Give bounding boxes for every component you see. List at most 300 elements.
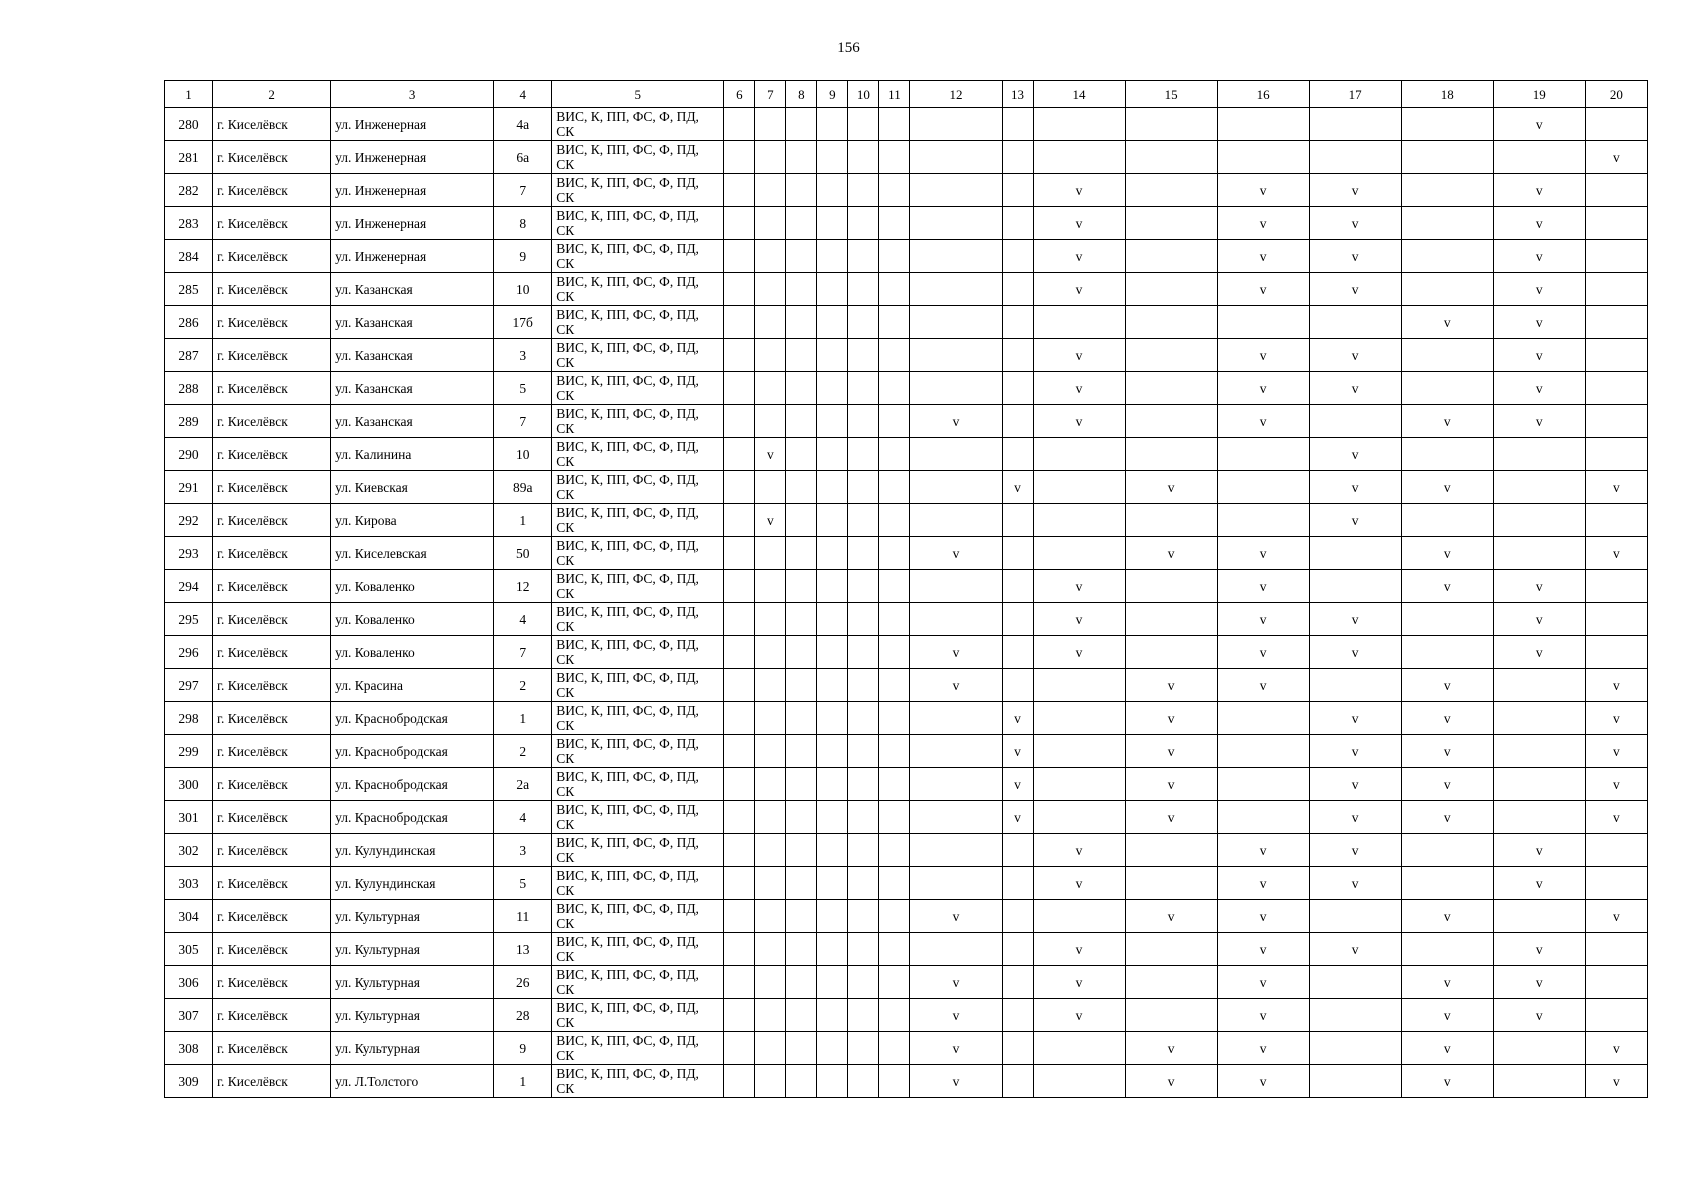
mark-cell-col-20 xyxy=(1585,933,1647,966)
mark-cell-col-14 xyxy=(1033,141,1125,174)
mark-cell-col-10 xyxy=(848,702,879,735)
mark-cell-col-15 xyxy=(1125,933,1217,966)
mark-cell-col-20 xyxy=(1585,603,1647,636)
mark-cell-col-8 xyxy=(786,966,817,999)
row-number: 284 xyxy=(165,240,213,273)
mark-cell-col-16: v xyxy=(1217,966,1309,999)
mark-cell-col-17: v xyxy=(1309,273,1401,306)
row-number: 289 xyxy=(165,405,213,438)
mark-cell-col-18 xyxy=(1401,834,1493,867)
mark-cell-col-12 xyxy=(910,867,1002,900)
mark-cell-col-7 xyxy=(755,537,786,570)
street-cell: ул. Калинина xyxy=(331,438,494,471)
mark-cell-col-11 xyxy=(879,1032,910,1065)
mark-cell-col-7 xyxy=(755,603,786,636)
mark-cell-col-14: v xyxy=(1033,603,1125,636)
mark-cell-col-19: v xyxy=(1493,999,1585,1032)
mark-cell-col-18: v xyxy=(1401,570,1493,603)
works-cell: ВИС, К, ПП, ФС, Ф, ПД, СК xyxy=(552,900,724,933)
mark-cell-col-12 xyxy=(910,240,1002,273)
mark-cell-col-15: v xyxy=(1125,1065,1217,1098)
mark-cell-col-12: v xyxy=(910,1032,1002,1065)
house-cell: 17б xyxy=(494,306,552,339)
mark-cell-col-7 xyxy=(755,867,786,900)
mark-cell-col-10 xyxy=(848,834,879,867)
mark-cell-col-16 xyxy=(1217,306,1309,339)
mark-cell-col-18: v xyxy=(1401,471,1493,504)
mark-cell-col-14: v xyxy=(1033,867,1125,900)
house-cell: 28 xyxy=(494,999,552,1032)
mark-cell-col-15: v xyxy=(1125,801,1217,834)
column-header-8: 8 xyxy=(786,81,817,108)
mark-cell-col-9 xyxy=(817,669,848,702)
mark-cell-col-16 xyxy=(1217,438,1309,471)
house-cell: 9 xyxy=(494,240,552,273)
works-cell: ВИС, К, ПП, ФС, Ф, ПД, СК xyxy=(552,108,724,141)
table-row xyxy=(165,669,1648,702)
street-cell: ул. Казанская xyxy=(331,339,494,372)
mark-cell-col-6 xyxy=(724,339,755,372)
mark-cell-col-10 xyxy=(848,471,879,504)
mark-cell-col-14 xyxy=(1033,537,1125,570)
mark-cell-col-10 xyxy=(848,240,879,273)
mark-cell-col-8 xyxy=(786,768,817,801)
mark-cell-col-11 xyxy=(879,669,910,702)
city-cell: г. Киселёвск xyxy=(213,801,331,834)
house-cell: 3 xyxy=(494,834,552,867)
mark-cell-col-13: v xyxy=(1002,702,1033,735)
mark-cell-col-10 xyxy=(848,735,879,768)
mark-cell-col-6 xyxy=(724,933,755,966)
works-cell: ВИС, К, ПП, ФС, Ф, ПД, СК xyxy=(552,438,724,471)
mark-cell-col-8 xyxy=(786,405,817,438)
city-cell: г. Киселёвск xyxy=(213,834,331,867)
mark-cell-col-20 xyxy=(1585,636,1647,669)
mark-cell-col-16: v xyxy=(1217,669,1309,702)
mark-cell-col-13 xyxy=(1002,603,1033,636)
mark-cell-col-8 xyxy=(786,372,817,405)
works-cell: ВИС, К, ПП, ФС, Ф, ПД, СК xyxy=(552,768,724,801)
row-number: 282 xyxy=(165,174,213,207)
mark-cell-col-15: v xyxy=(1125,900,1217,933)
mark-cell-col-8 xyxy=(786,636,817,669)
mark-cell-col-9 xyxy=(817,339,848,372)
mark-cell-col-14: v xyxy=(1033,339,1125,372)
mark-cell-col-13 xyxy=(1002,999,1033,1032)
mark-cell-col-12 xyxy=(910,504,1002,537)
mark-cell-col-11 xyxy=(879,999,910,1032)
row-number: 296 xyxy=(165,636,213,669)
mark-cell-col-8 xyxy=(786,504,817,537)
mark-cell-col-18: v xyxy=(1401,735,1493,768)
mark-cell-col-19: v xyxy=(1493,570,1585,603)
mark-cell-col-7 xyxy=(755,174,786,207)
works-cell: ВИС, К, ПП, ФС, Ф, ПД, СК xyxy=(552,966,724,999)
mark-cell-col-13 xyxy=(1002,405,1033,438)
mark-cell-col-12: v xyxy=(910,966,1002,999)
mark-cell-col-7 xyxy=(755,273,786,306)
mark-cell-col-6 xyxy=(724,966,755,999)
mark-cell-col-16: v xyxy=(1217,372,1309,405)
mark-cell-col-9 xyxy=(817,768,848,801)
mark-cell-col-8 xyxy=(786,141,817,174)
street-cell: ул. Культурная xyxy=(331,1032,494,1065)
city-cell: г. Киселёвск xyxy=(213,867,331,900)
city-cell: г. Киселёвск xyxy=(213,669,331,702)
mark-cell-col-15 xyxy=(1125,141,1217,174)
street-cell: ул. Коваленко xyxy=(331,603,494,636)
mark-cell-col-16: v xyxy=(1217,174,1309,207)
mark-cell-col-8 xyxy=(786,735,817,768)
mark-cell-col-7 xyxy=(755,669,786,702)
mark-cell-col-9 xyxy=(817,372,848,405)
mark-cell-col-12: v xyxy=(910,999,1002,1032)
column-header-20: 20 xyxy=(1585,81,1647,108)
street-cell: ул. Казанская xyxy=(331,306,494,339)
mark-cell-col-16: v xyxy=(1217,339,1309,372)
mark-cell-col-8 xyxy=(786,1032,817,1065)
table-row xyxy=(165,966,1648,999)
mark-cell-col-20 xyxy=(1585,273,1647,306)
city-cell: г. Киселёвск xyxy=(213,108,331,141)
street-cell: ул. Культурная xyxy=(331,966,494,999)
mark-cell-col-7 xyxy=(755,570,786,603)
mark-cell-col-12 xyxy=(910,570,1002,603)
mark-cell-col-14 xyxy=(1033,669,1125,702)
street-cell: ул. Краснобродская xyxy=(331,702,494,735)
city-cell: г. Киселёвск xyxy=(213,372,331,405)
house-cell: 1 xyxy=(494,504,552,537)
mark-cell-col-19: v xyxy=(1493,306,1585,339)
city-cell: г. Киселёвск xyxy=(213,1032,331,1065)
house-cell: 1 xyxy=(494,1065,552,1098)
street-cell: ул. Коваленко xyxy=(331,636,494,669)
city-cell: г. Киселёвск xyxy=(213,603,331,636)
mark-cell-col-16: v xyxy=(1217,636,1309,669)
table-row xyxy=(165,867,1648,900)
mark-cell-col-6 xyxy=(724,570,755,603)
mark-cell-col-9 xyxy=(817,471,848,504)
mark-cell-col-8 xyxy=(786,900,817,933)
mark-cell-col-16: v xyxy=(1217,1065,1309,1098)
works-cell: ВИС, К, ПП, ФС, Ф, ПД, СК xyxy=(552,273,724,306)
house-cell: 3 xyxy=(494,339,552,372)
mark-cell-col-9 xyxy=(817,438,848,471)
mark-cell-col-8 xyxy=(786,999,817,1032)
works-cell: ВИС, К, ПП, ФС, Ф, ПД, СК xyxy=(552,1065,724,1098)
column-header-9: 9 xyxy=(817,81,848,108)
row-number: 301 xyxy=(165,801,213,834)
mark-cell-col-18 xyxy=(1401,141,1493,174)
mark-cell-col-14: v xyxy=(1033,570,1125,603)
city-cell: г. Киселёвск xyxy=(213,537,331,570)
mark-cell-col-8 xyxy=(786,603,817,636)
mark-cell-col-14: v xyxy=(1033,174,1125,207)
mark-cell-col-18 xyxy=(1401,108,1493,141)
mark-cell-col-10 xyxy=(848,900,879,933)
mark-cell-col-17 xyxy=(1309,900,1401,933)
mark-cell-col-18: v xyxy=(1401,1065,1493,1098)
mark-cell-col-6 xyxy=(724,801,755,834)
mark-cell-col-17 xyxy=(1309,108,1401,141)
mark-cell-col-19 xyxy=(1493,669,1585,702)
mark-cell-col-14 xyxy=(1033,801,1125,834)
mark-cell-col-20: v xyxy=(1585,768,1647,801)
mark-cell-col-17: v xyxy=(1309,735,1401,768)
mark-cell-col-17 xyxy=(1309,306,1401,339)
city-cell: г. Киселёвск xyxy=(213,768,331,801)
city-cell: г. Киселёвск xyxy=(213,207,331,240)
mark-cell-col-7 xyxy=(755,636,786,669)
table-row xyxy=(165,240,1648,273)
mark-cell-col-9 xyxy=(817,900,848,933)
mark-cell-col-7 xyxy=(755,240,786,273)
mark-cell-col-18 xyxy=(1401,867,1493,900)
mark-cell-col-11 xyxy=(879,570,910,603)
works-cell: ВИС, К, ПП, ФС, Ф, ПД, СК xyxy=(552,801,724,834)
table-row xyxy=(165,768,1648,801)
mark-cell-col-8 xyxy=(786,306,817,339)
mark-cell-col-14: v xyxy=(1033,372,1125,405)
mark-cell-col-7 xyxy=(755,933,786,966)
mark-cell-col-13 xyxy=(1002,966,1033,999)
works-cell: ВИС, К, ПП, ФС, Ф, ПД, СК xyxy=(552,1032,724,1065)
street-cell: ул. Кулундинская xyxy=(331,834,494,867)
mark-cell-col-9 xyxy=(817,933,848,966)
mark-cell-col-15 xyxy=(1125,636,1217,669)
column-header-1: 1 xyxy=(165,81,213,108)
works-cell: ВИС, К, ПП, ФС, Ф, ПД, СК xyxy=(552,570,724,603)
mark-cell-col-6 xyxy=(724,108,755,141)
mark-cell-col-12 xyxy=(910,141,1002,174)
mark-cell-col-8 xyxy=(786,669,817,702)
mark-cell-col-20 xyxy=(1585,504,1647,537)
mark-cell-col-13 xyxy=(1002,900,1033,933)
mark-cell-col-12 xyxy=(910,438,1002,471)
mark-cell-col-6 xyxy=(724,669,755,702)
mark-cell-col-11 xyxy=(879,702,910,735)
header-row xyxy=(165,81,1648,108)
row-number: 294 xyxy=(165,570,213,603)
table-row xyxy=(165,504,1648,537)
mark-cell-col-17 xyxy=(1309,570,1401,603)
mark-cell-col-11 xyxy=(879,438,910,471)
house-cell: 26 xyxy=(494,966,552,999)
city-cell: г. Киселёвск xyxy=(213,306,331,339)
city-cell: г. Киселёвск xyxy=(213,702,331,735)
mark-cell-col-16: v xyxy=(1217,570,1309,603)
house-cell: 89а xyxy=(494,471,552,504)
mark-cell-col-13 xyxy=(1002,306,1033,339)
mark-cell-col-15 xyxy=(1125,966,1217,999)
mark-cell-col-11 xyxy=(879,1065,910,1098)
mark-cell-col-15 xyxy=(1125,174,1217,207)
mark-cell-col-10 xyxy=(848,504,879,537)
works-cell: ВИС, К, ПП, ФС, Ф, ПД, СК xyxy=(552,933,724,966)
mark-cell-col-20 xyxy=(1585,834,1647,867)
works-cell: ВИС, К, ПП, ФС, Ф, ПД, СК xyxy=(552,867,724,900)
mark-cell-col-13 xyxy=(1002,570,1033,603)
mark-cell-col-12 xyxy=(910,834,1002,867)
mark-cell-col-7 xyxy=(755,1032,786,1065)
street-cell: ул. Кулундинская xyxy=(331,867,494,900)
mark-cell-col-20 xyxy=(1585,240,1647,273)
city-cell: г. Киселёвск xyxy=(213,273,331,306)
table-row xyxy=(165,636,1648,669)
mark-cell-col-17: v xyxy=(1309,834,1401,867)
row-number: 281 xyxy=(165,141,213,174)
mark-cell-col-20: v xyxy=(1585,669,1647,702)
mark-cell-col-18: v xyxy=(1401,768,1493,801)
mark-cell-col-14 xyxy=(1033,702,1125,735)
column-header-11: 11 xyxy=(879,81,910,108)
mark-cell-col-17 xyxy=(1309,537,1401,570)
mark-cell-col-13 xyxy=(1002,108,1033,141)
mark-cell-col-12 xyxy=(910,603,1002,636)
mark-cell-col-8 xyxy=(786,471,817,504)
row-number: 307 xyxy=(165,999,213,1032)
mark-cell-col-8 xyxy=(786,1065,817,1098)
mark-cell-col-19: v xyxy=(1493,174,1585,207)
city-cell: г. Киселёвск xyxy=(213,405,331,438)
mark-cell-col-7 xyxy=(755,372,786,405)
mark-cell-col-15: v xyxy=(1125,735,1217,768)
mark-cell-col-17: v xyxy=(1309,438,1401,471)
row-number: 286 xyxy=(165,306,213,339)
mark-cell-col-12: v xyxy=(910,636,1002,669)
mark-cell-col-16: v xyxy=(1217,1032,1309,1065)
mark-cell-col-16: v xyxy=(1217,603,1309,636)
mark-cell-col-11 xyxy=(879,867,910,900)
mark-cell-col-10 xyxy=(848,207,879,240)
mark-cell-col-12: v xyxy=(910,900,1002,933)
table-row xyxy=(165,438,1648,471)
mark-cell-col-10 xyxy=(848,570,879,603)
mark-cell-col-19 xyxy=(1493,1032,1585,1065)
mark-cell-col-14: v xyxy=(1033,933,1125,966)
mark-cell-col-12 xyxy=(910,306,1002,339)
mark-cell-col-20 xyxy=(1585,867,1647,900)
mark-cell-col-16 xyxy=(1217,108,1309,141)
house-cell: 2а xyxy=(494,768,552,801)
mark-cell-col-15: v xyxy=(1125,768,1217,801)
mark-cell-col-19 xyxy=(1493,141,1585,174)
house-cell: 1 xyxy=(494,702,552,735)
mark-cell-col-9 xyxy=(817,603,848,636)
mark-cell-col-17: v xyxy=(1309,768,1401,801)
street-cell: ул. Культурная xyxy=(331,900,494,933)
mark-cell-col-6 xyxy=(724,504,755,537)
mark-cell-col-11 xyxy=(879,273,910,306)
city-cell: г. Киселёвск xyxy=(213,141,331,174)
mark-cell-col-7 xyxy=(755,471,786,504)
mark-cell-col-16: v xyxy=(1217,834,1309,867)
mark-cell-col-12 xyxy=(910,207,1002,240)
mark-cell-col-14: v xyxy=(1033,273,1125,306)
mark-cell-col-10 xyxy=(848,405,879,438)
mark-cell-col-18: v xyxy=(1401,306,1493,339)
mark-cell-col-19: v xyxy=(1493,834,1585,867)
mark-cell-col-20 xyxy=(1585,306,1647,339)
mark-cell-col-20 xyxy=(1585,999,1647,1032)
column-header-16: 16 xyxy=(1217,81,1309,108)
mark-cell-col-19: v xyxy=(1493,273,1585,306)
mark-cell-col-8 xyxy=(786,438,817,471)
mark-cell-col-10 xyxy=(848,1032,879,1065)
column-header-13: 13 xyxy=(1002,81,1033,108)
table-row xyxy=(165,405,1648,438)
mark-cell-col-14 xyxy=(1033,1065,1125,1098)
mark-cell-col-12 xyxy=(910,273,1002,306)
mark-cell-col-11 xyxy=(879,174,910,207)
mark-cell-col-18 xyxy=(1401,339,1493,372)
mark-cell-col-15 xyxy=(1125,306,1217,339)
mark-cell-col-13 xyxy=(1002,339,1033,372)
row-number: 295 xyxy=(165,603,213,636)
mark-cell-col-12: v xyxy=(910,537,1002,570)
mark-cell-col-6 xyxy=(724,999,755,1032)
mark-cell-col-9 xyxy=(817,702,848,735)
mark-cell-col-18 xyxy=(1401,504,1493,537)
mark-cell-col-9 xyxy=(817,999,848,1032)
mark-cell-col-18 xyxy=(1401,603,1493,636)
mark-cell-col-18 xyxy=(1401,273,1493,306)
mark-cell-col-16 xyxy=(1217,141,1309,174)
mark-cell-col-17 xyxy=(1309,1032,1401,1065)
house-cell: 12 xyxy=(494,570,552,603)
street-cell: ул. Казанская xyxy=(331,405,494,438)
mark-cell-col-13 xyxy=(1002,669,1033,702)
row-number: 293 xyxy=(165,537,213,570)
mark-cell-col-6 xyxy=(724,636,755,669)
mark-cell-col-20 xyxy=(1585,372,1647,405)
mark-cell-col-20: v xyxy=(1585,537,1647,570)
mark-cell-col-12 xyxy=(910,372,1002,405)
street-cell: ул. Инженерная xyxy=(331,174,494,207)
mark-cell-col-9 xyxy=(817,405,848,438)
mark-cell-col-13 xyxy=(1002,537,1033,570)
row-number: 306 xyxy=(165,966,213,999)
column-header-15: 15 xyxy=(1125,81,1217,108)
mark-cell-col-9 xyxy=(817,801,848,834)
row-number: 302 xyxy=(165,834,213,867)
mark-cell-col-15 xyxy=(1125,603,1217,636)
table-row xyxy=(165,471,1648,504)
mark-cell-col-15: v xyxy=(1125,471,1217,504)
street-cell: ул. Коваленко xyxy=(331,570,494,603)
street-cell: ул. Киевская xyxy=(331,471,494,504)
mark-cell-col-19: v xyxy=(1493,240,1585,273)
mark-cell-col-9 xyxy=(817,834,848,867)
row-number: 292 xyxy=(165,504,213,537)
mark-cell-col-20: v xyxy=(1585,141,1647,174)
mark-cell-col-11 xyxy=(879,834,910,867)
mark-cell-col-7 xyxy=(755,141,786,174)
mark-cell-col-18 xyxy=(1401,438,1493,471)
mark-cell-col-20: v xyxy=(1585,900,1647,933)
house-cell: 5 xyxy=(494,867,552,900)
mark-cell-col-16 xyxy=(1217,504,1309,537)
mark-cell-col-7 xyxy=(755,999,786,1032)
mark-cell-col-7 xyxy=(755,339,786,372)
mark-cell-col-16: v xyxy=(1217,900,1309,933)
mark-cell-col-16: v xyxy=(1217,999,1309,1032)
works-cell: ВИС, К, ПП, ФС, Ф, ПД, СК xyxy=(552,174,724,207)
mark-cell-col-18: v xyxy=(1401,801,1493,834)
mark-cell-col-14 xyxy=(1033,735,1125,768)
mark-cell-col-16 xyxy=(1217,801,1309,834)
mark-cell-col-10 xyxy=(848,933,879,966)
